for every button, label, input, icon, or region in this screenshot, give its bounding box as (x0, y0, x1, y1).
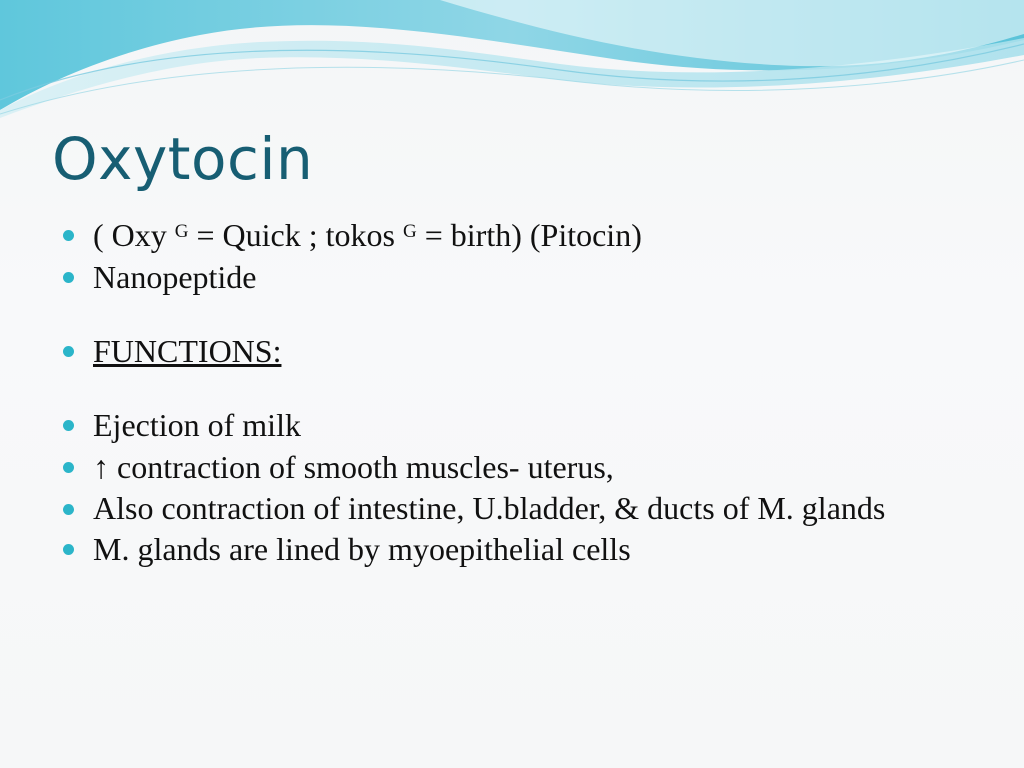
bullet-functions-heading (60, 334, 960, 368)
bullet-dot-icon (63, 462, 74, 473)
bullet-etymology (60, 218, 960, 252)
etymology-part-2: = Quick ; tokos (188, 217, 403, 253)
bullet-myoepithelial (60, 532, 960, 566)
bullet-dot-icon (63, 230, 74, 241)
bullet-other-contraction (60, 492, 960, 524)
bullet-dot-icon (63, 544, 74, 555)
bullet-text: Also contraction of intestine, U.bladder, & ducts of M. glands (93, 490, 886, 526)
greek-marker-1: G (174, 221, 189, 242)
header-wave-decoration (0, 0, 1024, 130)
bullet-text: ↑ contraction of smooth muscles- uterus, (93, 449, 614, 485)
functions-heading: FUNCTIONS: (93, 333, 282, 369)
greek-marker-2: G (402, 221, 417, 242)
bullet-milk-ejection (60, 408, 960, 442)
bullet-uterus-contraction (60, 450, 960, 484)
slide-title: Oxytocin (52, 125, 314, 193)
bullet-dot-icon (63, 272, 74, 283)
bullet-dot-icon (63, 420, 74, 431)
etymology-part-1: ( Oxy (93, 217, 175, 253)
bullet-nanopeptide (60, 260, 960, 294)
bullet-list (60, 218, 960, 574)
bullet-text: M. glands are lined by myoepithelial cells (93, 531, 631, 567)
etymology-part-3: = birth) (Pitocin) (416, 217, 642, 253)
bullet-text: Nanopeptide (93, 259, 257, 295)
bullet-dot-icon (63, 346, 74, 357)
bullet-dot-icon (63, 504, 74, 515)
bullet-text: Ejection of milk (93, 407, 301, 443)
